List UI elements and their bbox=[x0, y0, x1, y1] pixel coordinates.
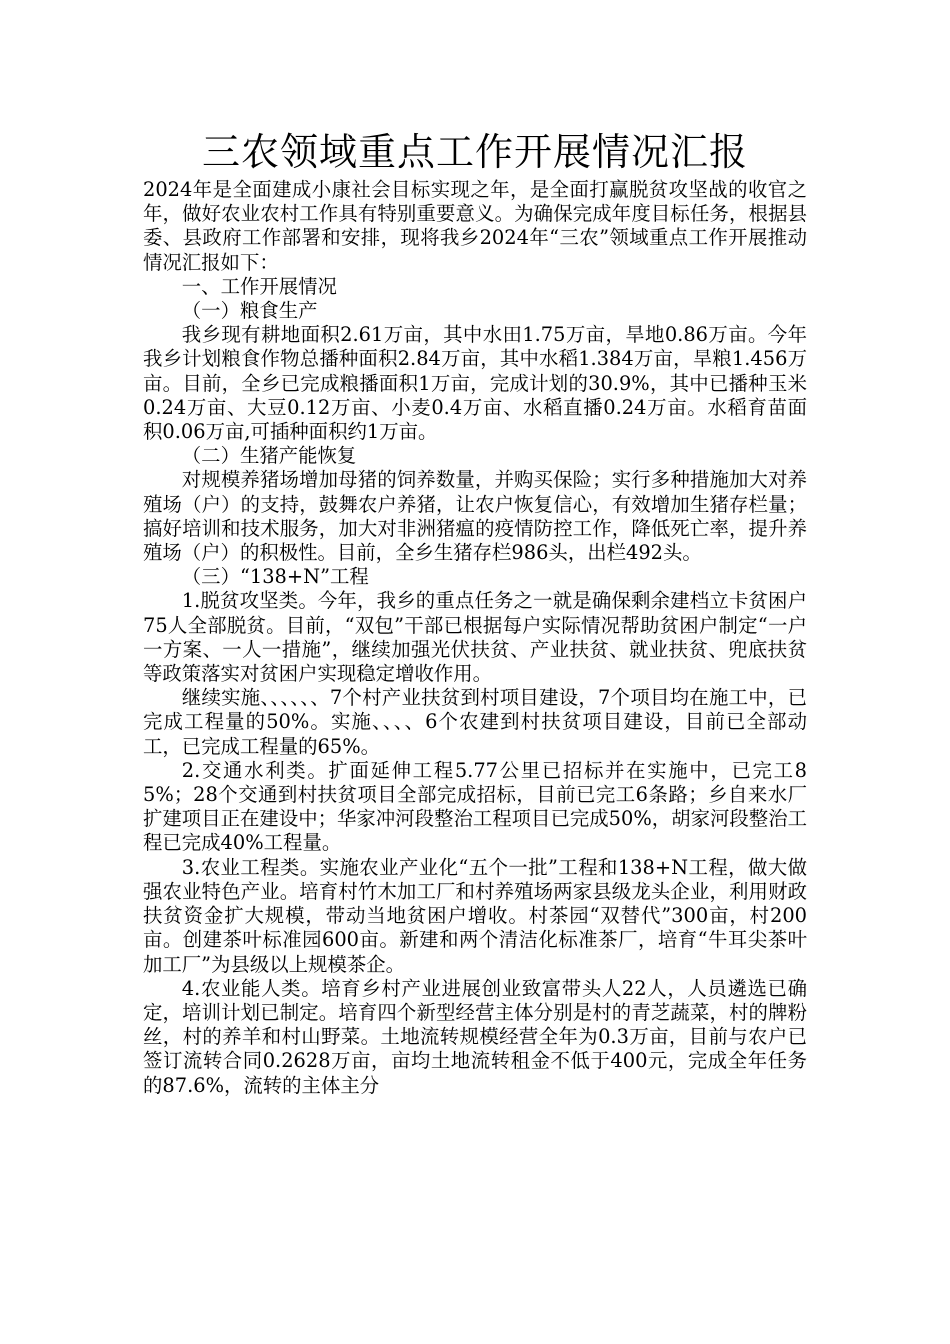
subheading-138n-project: （三）“138+N”工程 bbox=[181, 565, 369, 589]
paragraph-grain-production: 我乡现有耕地面积2.61万亩，其中水田1.75万亩，旱地0.86万亩。今年我乡计划粮食作物总播种面积2.84万亩，其中水稻1.384万亩，旱粮1.456万亩。目前，全乡已完成粮播面积1万亩，完成计划的30.9%，其中已播种玉米0.24万亩、大豆0.12万亩、小麦0.4万亩、水稻直播0.24万亩。水稻育苗面积0.06万亩,可插种面积约1万亩。 bbox=[143, 323, 807, 444]
intro-paragraph: 2024年是全面建成小康社会目标实现之年，是全面打赢脱贫攻坚战的收官之年，做好农业农村工作具有特别重要意义。为确保完成年度目标任务，根据县委、县政府工作部署和安排，现将我乡2024年“三农”领域重点工作开展推动情况汇报如下： bbox=[143, 178, 807, 274]
document-page bbox=[143, 126, 807, 1098]
document-title: 三农领域重点工作开展情况汇报 bbox=[201, 130, 748, 174]
paragraph-pig-capacity: 对规模养猪场增加母猪的饲养数量，并购买保险；实行多种措施加大对养殖场（户）的支持，鼓舞农户养猪，让农户恢复信心，有效增加生猪存栏量；搞好培训和技术服务，加大对非洲猪瘟的疫情防控工作，降低死亡率，提升养殖场（户）的积极性。目前，全乡生猪存栏986头，出栏492头。 bbox=[143, 468, 807, 565]
paragraph-poverty-alleviation: 1.脱贫攻坚类。今年，我乡的重点任务之一就是确保剩余建档立卡贫困户75人全部脱贫。目前，“双包”干部已根据每户实际情况帮助贫困户制定“一户一方案、一人一措施”，继续加强光伏扶贫、产业扶贫、就业扶贫、兜底扶贫等政策落实对贫困户实现稳定增收作用。 bbox=[143, 589, 807, 686]
subheading-grain-production: （一）粮食生产 bbox=[181, 299, 318, 323]
paragraph-transport-water: 2.交通水利类。扩面延伸工程5.77公里已招标并在实施中，已完工85%；28个交通到村扶贫项目全部完成招标，目前已完工6条路；乡自来水厂扩建项目正在建设中；华家冲河段整治工程项目已完成50%，胡家河段整治工程已完成40%工程量。 bbox=[143, 758, 807, 855]
subheading-pig-capacity: （二）生猪产能恢复 bbox=[181, 444, 357, 468]
paragraph-poverty-projects: 继续实施、、、、、、7个村产业扶贫到村项目建设，7个项目均在施工中，已完成工程量的50%。实施、、、、6个农建到村扶贫项目建设，目前已全部动工，已完成工程量的65%。 bbox=[143, 686, 807, 758]
paragraph-agri-talent: 4.农业能人类。培育乡村产业进展创业致富带头人22人，人员遴选已确定，培训计划已制定。培育四个新型经营主体分别是村的青芝蔬菜，村的牌粉丝，村的养羊和村山野菜。土地流转规模经营全年为0.3万亩，目前与农户已签订流转合同0.2628万亩，亩均土地流转租金不低于400元，完成全年任务的87.6%，流转的主体主分 bbox=[143, 976, 807, 1097]
section-heading-work-progress: 一、工作开展情况 bbox=[181, 274, 337, 298]
paragraph-agri-engineering: 3.农业工程类。实施农业产业化“五个一批”工程和138+N工程，做大做强农业特色产业。培育村竹木加工厂和村养殖场两家县级龙头企业，利用财政扶贫资金扩大规模，带动当地贫困户增收。村茶园“双替代”300亩，村200亩。创建茶叶标准园600亩。新建和两个清洁化标准茶厂，培育“牛耳尖茶叶加工厂”为县级以上规模茶企。 bbox=[143, 855, 807, 976]
